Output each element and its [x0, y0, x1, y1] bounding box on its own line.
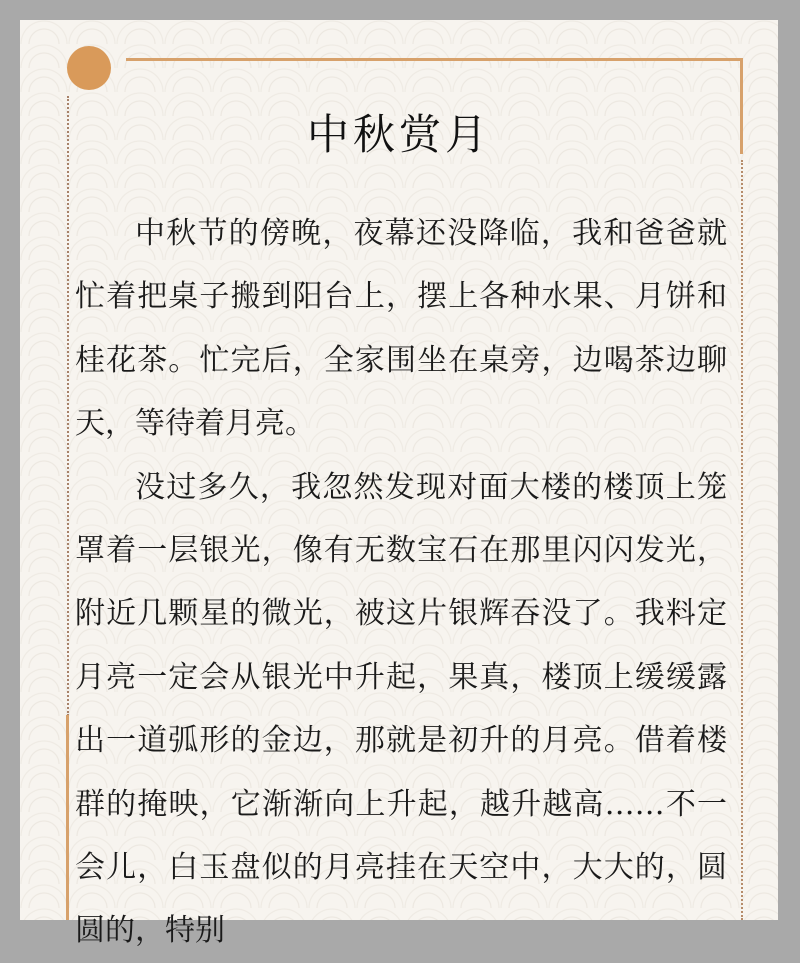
- top-border-line: [126, 58, 743, 61]
- article-body: [75, 202, 727, 963]
- paper-sheet: [20, 20, 778, 949]
- left-border-line: [66, 715, 69, 920]
- article-title: 中秋赏月: [306, 110, 491, 159]
- decorative-circle: [67, 46, 111, 90]
- paragraph: 没过多久，我忽然发现对面大楼的楼顶上笼罩着一层银光，像有无数宝石在那里闪闪发光，附近几颗星的微光，被这片银辉吞没了。我料定月亮一定会从银光中升起，果真，楼顶上缓缓露出一道弧形的金边，那就是初升的月亮。借着楼群的掩映，它渐渐向上升起，越升越高……不一会儿，白玉盘似的月亮挂在天空中，大大的，圆圆的，特别: [75, 469, 727, 949]
- right-dotted-border: [741, 160, 743, 920]
- left-dotted-border: [67, 96, 69, 716]
- paragraph: 中秋节的傍晚，夜幕还没降临，我和爸爸就忙着把桌子搬到阳台上，摆上各种水果、月饼和桂花茶。忙完后，全家围坐在桌旁，边喝茶边聊天，等待着月亮。: [75, 216, 727, 442]
